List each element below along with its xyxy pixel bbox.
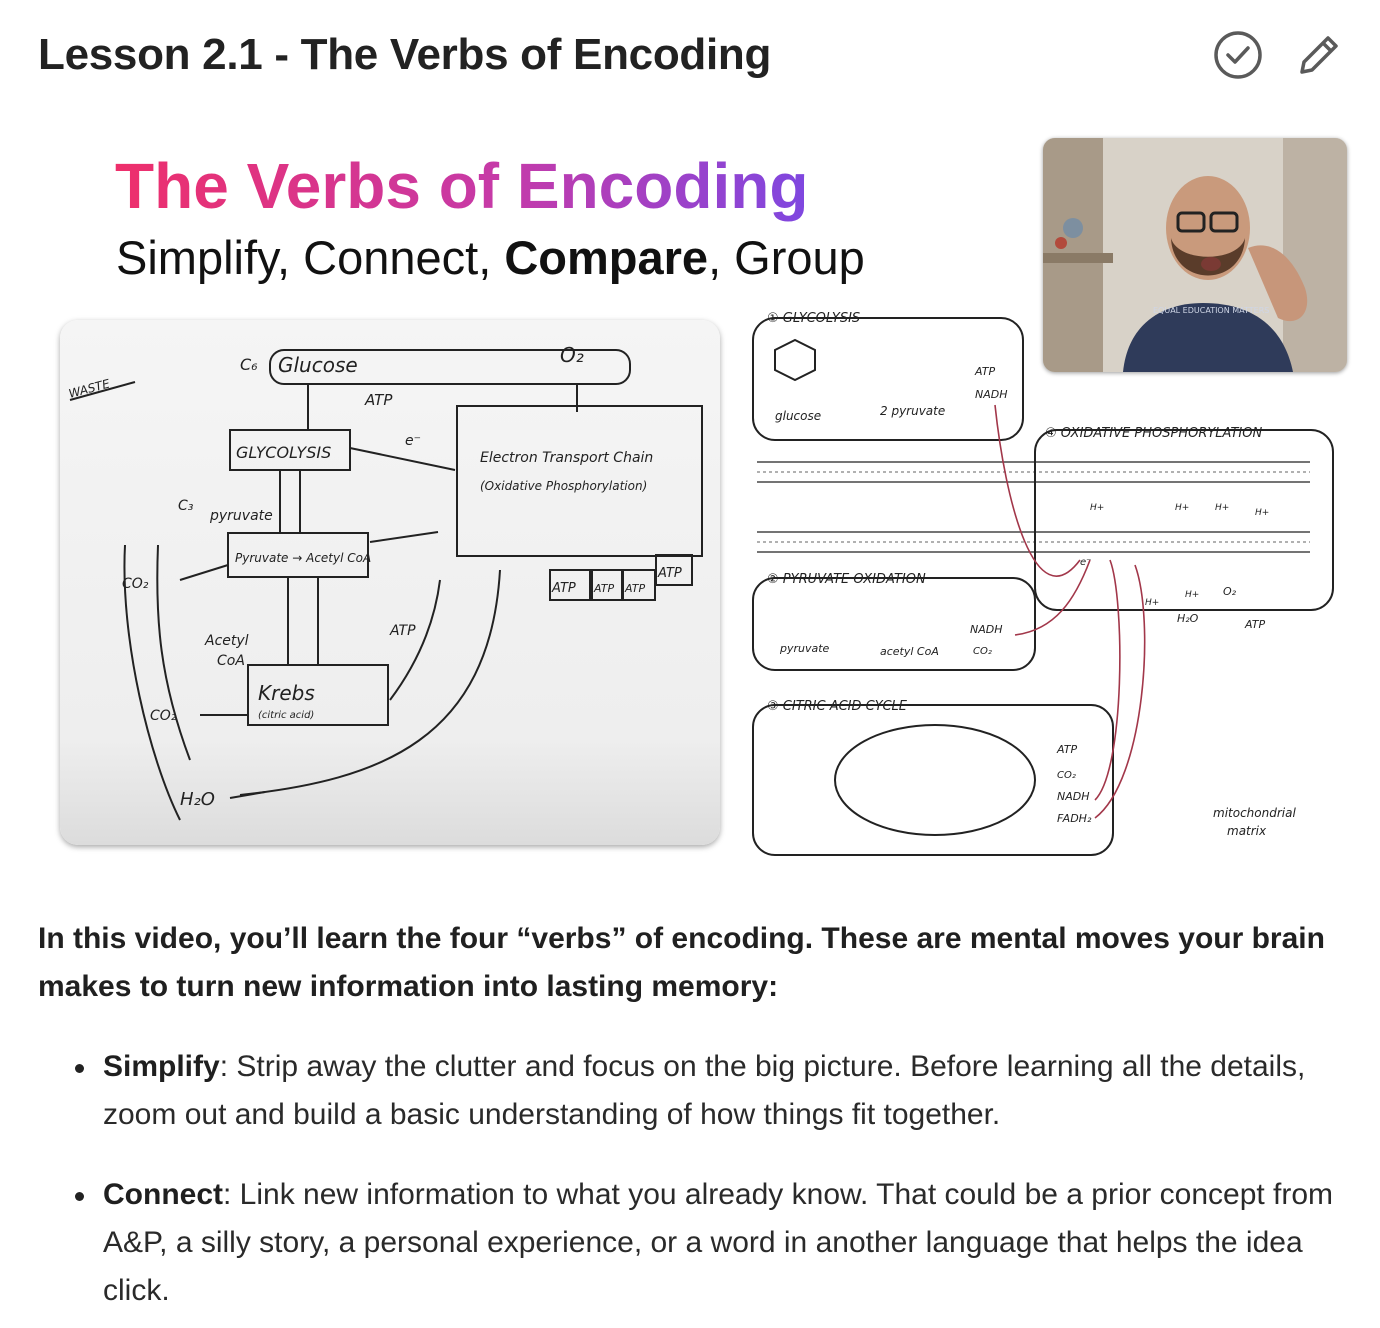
whiteboard-sketch [60,320,720,845]
verbs-list [38,1043,1348,1315]
acetyl-label: Acetyl [205,633,249,649]
pencil-icon [1292,28,1344,80]
nadh-tag-2: NADH [970,623,1003,636]
coa-label: CoA [217,653,245,669]
lesson-header [38,28,1348,84]
o2-label: O₂ [560,343,584,367]
glycolysis-title: ① GLYCOLYSIS [767,311,861,326]
etc-line2: (Oxidative Phosphorylation) [480,479,648,493]
pyruvate-label: pyruvate [780,642,830,655]
waste-label: WASTE [67,376,112,401]
atp-tag-3: ATP [1245,618,1266,631]
pyruvate-ox-title: ② PYRUVATE OXIDATION [767,572,926,587]
co2-label-2: CO₂ [150,708,177,724]
citric-title: ③ CITRIC ACID CYCLE [767,699,907,714]
e-minus-label: e⁻ [1080,557,1092,568]
presenter-video [1043,138,1347,372]
h-plus-6: H+ [1185,590,1200,600]
whiteboard-photo [60,320,720,845]
lesson-body [38,915,1348,1315]
mito-line1: mitochondrial [1213,806,1296,820]
nadh-tag-1: NADH [975,388,1008,401]
co2-tag-1: CO₂ [973,646,992,657]
atp-tag-2: ATP [1057,743,1078,756]
h2o-label: H₂O [1177,612,1199,625]
h-plus-1: H+ [1090,503,1105,513]
subtitle-bold: Compare [504,231,709,284]
respiration-sketch [745,300,1345,860]
verb-description: : Strip away the clutter and focus on the big picture. Before learning all the details, zoom out and build a basic understanding of how things fit together. [103,1050,1306,1131]
atp-box-1: ATP [552,581,576,596]
mark-complete-button[interactable] [1212,28,1264,80]
atp-tag-1: ATP [975,365,996,378]
bullet [75,1064,84,1073]
o2-label: O₂ [1223,585,1237,598]
pyr-acetyl-label: Pyruvate → Acetyl CoA [235,551,372,565]
etc-line1: Electron Transport Chain [480,450,654,466]
co2-label-1: CO₂ [122,576,149,592]
h-plus-4: H+ [1255,508,1270,518]
verb-term: Connect [103,1178,223,1211]
c6-label: C₆ [240,355,258,374]
acetyl-coa-label: acetyl CoA [880,645,939,658]
glycolysis-label: GLYCOLYSIS [236,443,332,462]
atp-label-1: ATP [365,391,393,409]
glucose-label: Glucose [278,353,358,377]
atp-box-4: ATP [658,566,682,581]
fadh2-tag: FADH₂ [1057,812,1092,825]
h-plus-3: H+ [1215,503,1230,513]
list-item [38,1043,1348,1139]
atp-box-2: ATP [594,582,615,595]
verb-description: : Link new information to what you already know. That could be a prior concept from A&P, a silly story, a personal experience, or a word in another language that helps the idea click. [103,1178,1334,1307]
glucose-label: glucose [775,409,822,423]
krebs-label: Krebs [258,681,315,705]
presenter-webcam [1043,138,1347,372]
bullet [75,1192,84,1201]
e-minus-label: e⁻ [405,433,422,449]
slide-subtitle [116,228,865,288]
intro-paragraph: In this video, you’ll learn the four “verbs” of encoding. These are mental moves your brain makes to turn new information into lasting memory: [38,922,1325,1003]
c3-label: C₃ [178,498,194,514]
shirt-text: EQUAL EDUCATION MATTERS [1153,306,1270,315]
list-item [38,1171,1348,1315]
h2o-label: H₂O [180,789,215,810]
atp-box-3: ATP [625,582,646,595]
krebs-sub-label: (citric acid) [258,710,315,721]
subtitle-part2: , Group [708,231,865,284]
check-circle-icon [1212,28,1264,80]
mito-line2: matrix [1227,824,1267,838]
h-plus-2: H+ [1175,503,1190,513]
h-plus-5: H+ [1145,598,1160,608]
edit-button[interactable] [1292,28,1344,80]
pyruvate-label: pyruvate [210,508,273,524]
lesson-title: Lesson 2.1 - The Verbs of Encoding [38,30,772,79]
co2-tag-2: CO₂ [1057,770,1076,781]
verb-term: Simplify [103,1050,220,1083]
slide-title: The Verbs of Encoding [115,150,895,222]
nadh-tag-3: NADH [1057,790,1090,803]
two-pyruvate-label: 2 pyruvate [880,404,946,418]
atp-label-2: ATP [390,623,416,639]
respiration-diagram [745,300,1345,860]
ox-phos-title: ④ OXIDATIVE PHOSPHORYLATION [1045,426,1263,441]
subtitle-part1: Simplify, Connect, [116,231,505,284]
